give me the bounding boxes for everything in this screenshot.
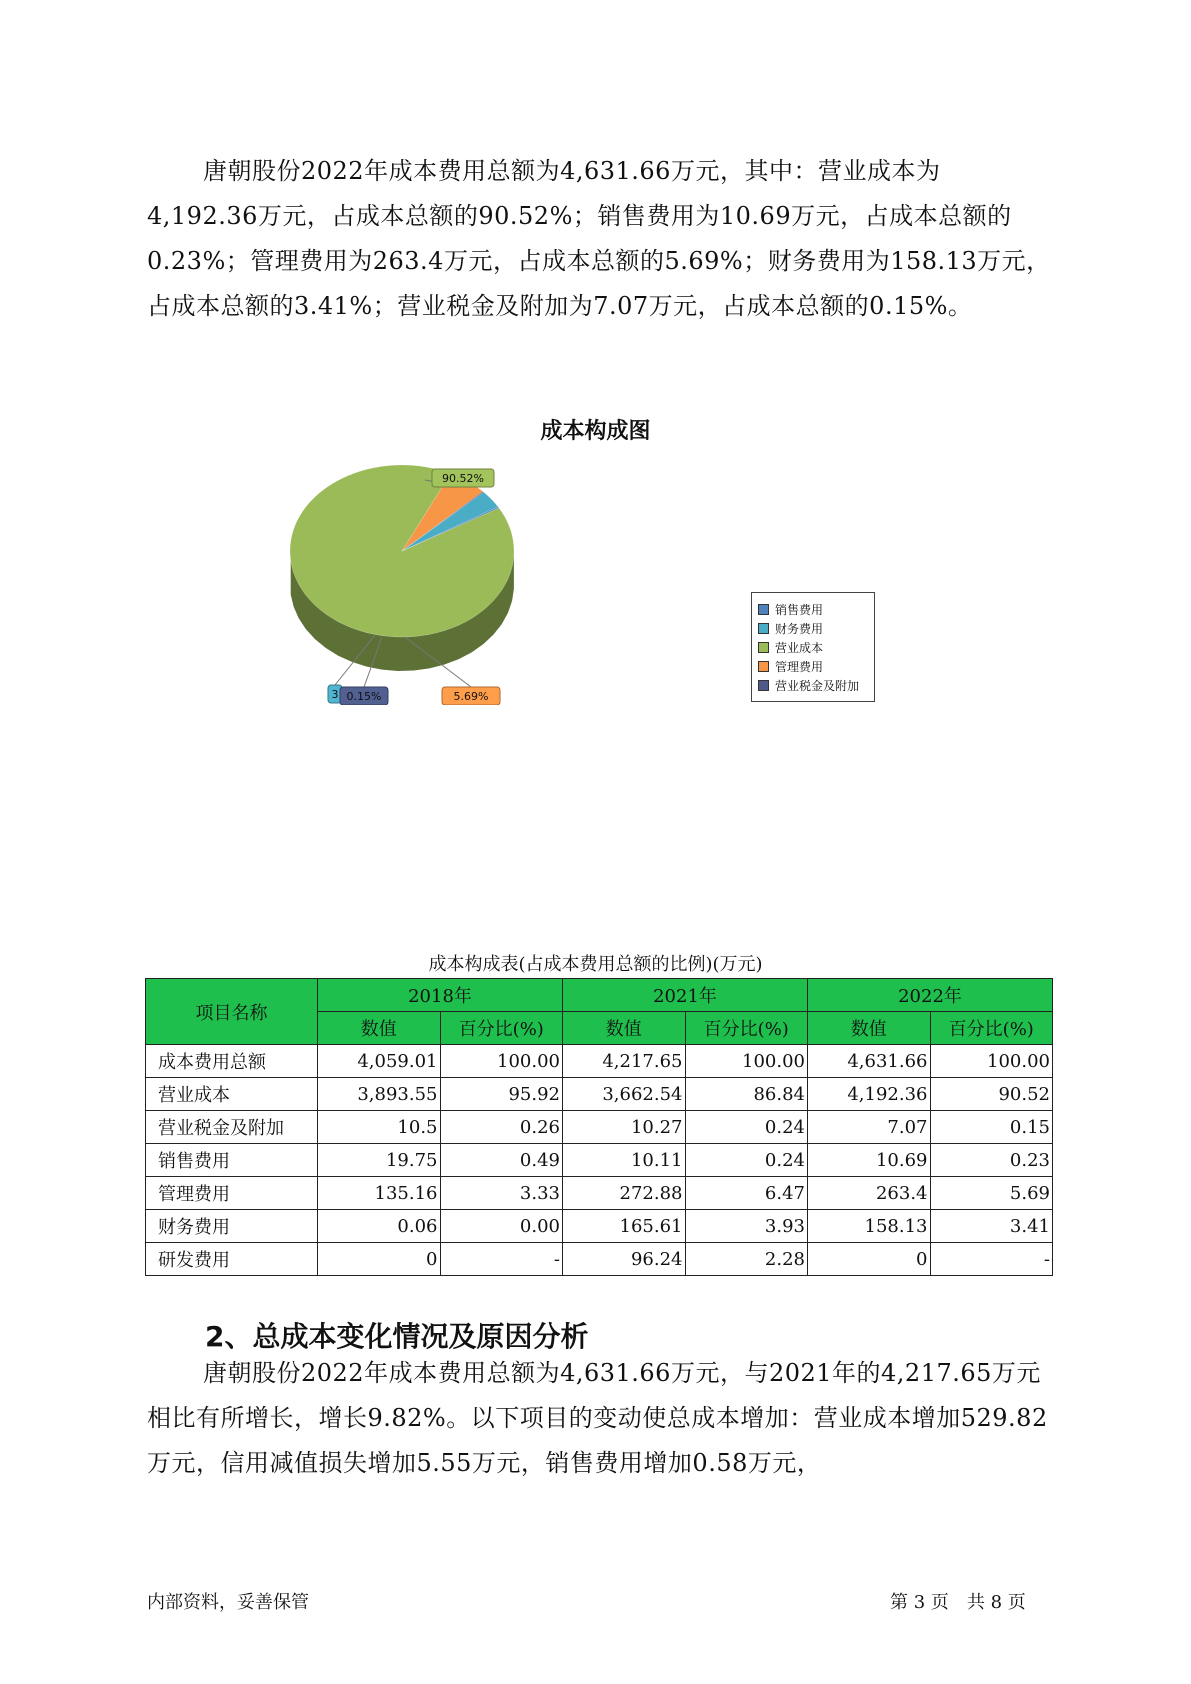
analysis-paragraph: 唐朝股份2022年成本费用总额为4,631.66万元，与2021年的4,217.65万元相比有所增长，增长9.82%。以下项目的变动使总成本增加：营业成本增加529.82万元，信用减值损失增加5.55万元，销售费用增加0.58万元，	[147, 1359, 1048, 1477]
table-row	[146, 1177, 1053, 1210]
svg-text:5.69%: 5.69%	[453, 690, 489, 703]
svg-text:3: 3	[331, 688, 339, 701]
summary-paragraph: 唐朝股份2022年成本费用总额为4,631.66万元，其中：营业成本为4,192.36万元，占成本总额的90.52%；销售费用为10.69万元，占成本总额的0.23%；管理费用为263.4万元，占成本总额的5.69%；财务费用为158.13万元，占成本总额的3.41%；营业税金及附加为7.07万元，占成本总额的0.15%。	[147, 157, 1051, 320]
value-cell: 135.16	[318, 1177, 441, 1210]
percent-cell: 100.00	[930, 1045, 1053, 1078]
item-name-header: 项目名称	[146, 979, 318, 1045]
svg-text:0.15%: 0.15%	[346, 690, 382, 703]
value-cell: 3,893.55	[318, 1078, 441, 1111]
legend-swatch	[758, 642, 769, 653]
value-cell: 263.4	[808, 1177, 931, 1210]
legend-swatch	[758, 623, 769, 634]
percent-cell: 3.33	[440, 1177, 563, 1210]
table-row	[146, 1078, 1053, 1111]
percent-cell: 6.47	[685, 1177, 808, 1210]
value-cell: 0	[808, 1243, 931, 1276]
legend-label: 管理费用	[775, 660, 824, 674]
percent-cell: 90.52	[930, 1078, 1053, 1111]
value-cell: 0.06	[318, 1210, 441, 1243]
legend-label: 销售费用	[775, 603, 824, 617]
legend-item	[758, 676, 874, 695]
table-row	[146, 1045, 1053, 1078]
value-cell: 3,662.54	[563, 1078, 686, 1111]
percent-cell: 3.93	[685, 1210, 808, 1243]
value-cell: 10.5	[318, 1111, 441, 1144]
value-header: 数值	[808, 1012, 931, 1045]
legend-swatch	[758, 680, 769, 691]
percent-cell: -	[440, 1243, 563, 1276]
legend-item	[758, 638, 874, 657]
legend-item	[758, 657, 874, 676]
chart-title: 成本构成图	[540, 419, 651, 444]
table-row	[146, 1210, 1053, 1243]
percent-cell: 0.24	[685, 1144, 808, 1177]
value-cell: 0	[318, 1243, 441, 1276]
percent-cell: 0.26	[440, 1111, 563, 1144]
percent-header: 百分比(%)	[440, 1012, 563, 1045]
value-cell: 96.24	[563, 1243, 686, 1276]
percent-cell: 5.69	[930, 1177, 1053, 1210]
row-label: 销售费用	[146, 1144, 318, 1177]
row-label: 财务费用	[146, 1210, 318, 1243]
value-cell: 4,631.66	[808, 1045, 931, 1078]
row-label: 研发费用	[146, 1243, 318, 1276]
legend-label: 营业成本	[775, 641, 824, 655]
percent-cell: 0.23	[930, 1144, 1053, 1177]
table-caption: 成本构成表(占成本费用总额的比例)(万元)	[428, 954, 763, 975]
value-cell: 10.11	[563, 1144, 686, 1177]
percent-header: 百分比(%)	[685, 1012, 808, 1045]
footer-page-number: 第 3 页 共 8 页	[890, 1592, 1026, 1613]
value-cell: 7.07	[808, 1111, 931, 1144]
percent-cell: 0.49	[440, 1144, 563, 1177]
table-row	[146, 1111, 1053, 1144]
percent-cell: 95.92	[440, 1078, 563, 1111]
chart-legend	[751, 592, 875, 702]
percent-cell: 0.15	[930, 1111, 1053, 1144]
value-cell: 10.69	[808, 1144, 931, 1177]
section-heading: 2、总成本变化情况及原因分析	[205, 1320, 589, 1353]
legend-label: 营业税金及附加	[775, 679, 860, 693]
percent-cell: 86.84	[685, 1078, 808, 1111]
table-row	[146, 1144, 1053, 1177]
value-cell: 272.88	[563, 1177, 686, 1210]
legend-swatch	[758, 661, 769, 672]
percent-cell: -	[930, 1243, 1053, 1276]
legend-item	[758, 600, 874, 619]
row-label: 营业税金及附加	[146, 1111, 318, 1144]
percent-cell: 3.41	[930, 1210, 1053, 1243]
table-row	[146, 1243, 1053, 1276]
cost-pie-chart	[290, 465, 650, 705]
percent-cell: 100.00	[440, 1045, 563, 1078]
row-label: 成本费用总额	[146, 1045, 318, 1078]
year-header: 2022年	[808, 979, 1053, 1012]
footer-confidential: 内部资料，妥善保管	[147, 1592, 309, 1613]
cost-structure-table	[145, 978, 1053, 1276]
value-cell: 165.61	[563, 1210, 686, 1243]
percent-cell: 0.00	[440, 1210, 563, 1243]
year-header: 2021年	[563, 979, 808, 1012]
value-cell: 4,059.01	[318, 1045, 441, 1078]
legend-label: 财务费用	[775, 622, 824, 636]
value-cell: 4,192.36	[808, 1078, 931, 1111]
percent-cell: 0.24	[685, 1111, 808, 1144]
svg-text:90.52%: 90.52%	[442, 472, 484, 485]
pie-data-label	[425, 469, 494, 487]
value-header: 数值	[563, 1012, 686, 1045]
value-cell: 4,217.65	[563, 1045, 686, 1078]
legend-swatch	[758, 604, 769, 615]
legend-item	[758, 619, 874, 638]
value-cell: 10.27	[563, 1111, 686, 1144]
percent-header: 百分比(%)	[930, 1012, 1053, 1045]
value-header: 数值	[318, 1012, 441, 1045]
percent-cell: 2.28	[685, 1243, 808, 1276]
row-label: 营业成本	[146, 1078, 318, 1111]
row-label: 管理费用	[146, 1177, 318, 1210]
percent-cell: 100.00	[685, 1045, 808, 1078]
year-header: 2018年	[318, 979, 563, 1012]
value-cell: 19.75	[318, 1144, 441, 1177]
value-cell: 158.13	[808, 1210, 931, 1243]
